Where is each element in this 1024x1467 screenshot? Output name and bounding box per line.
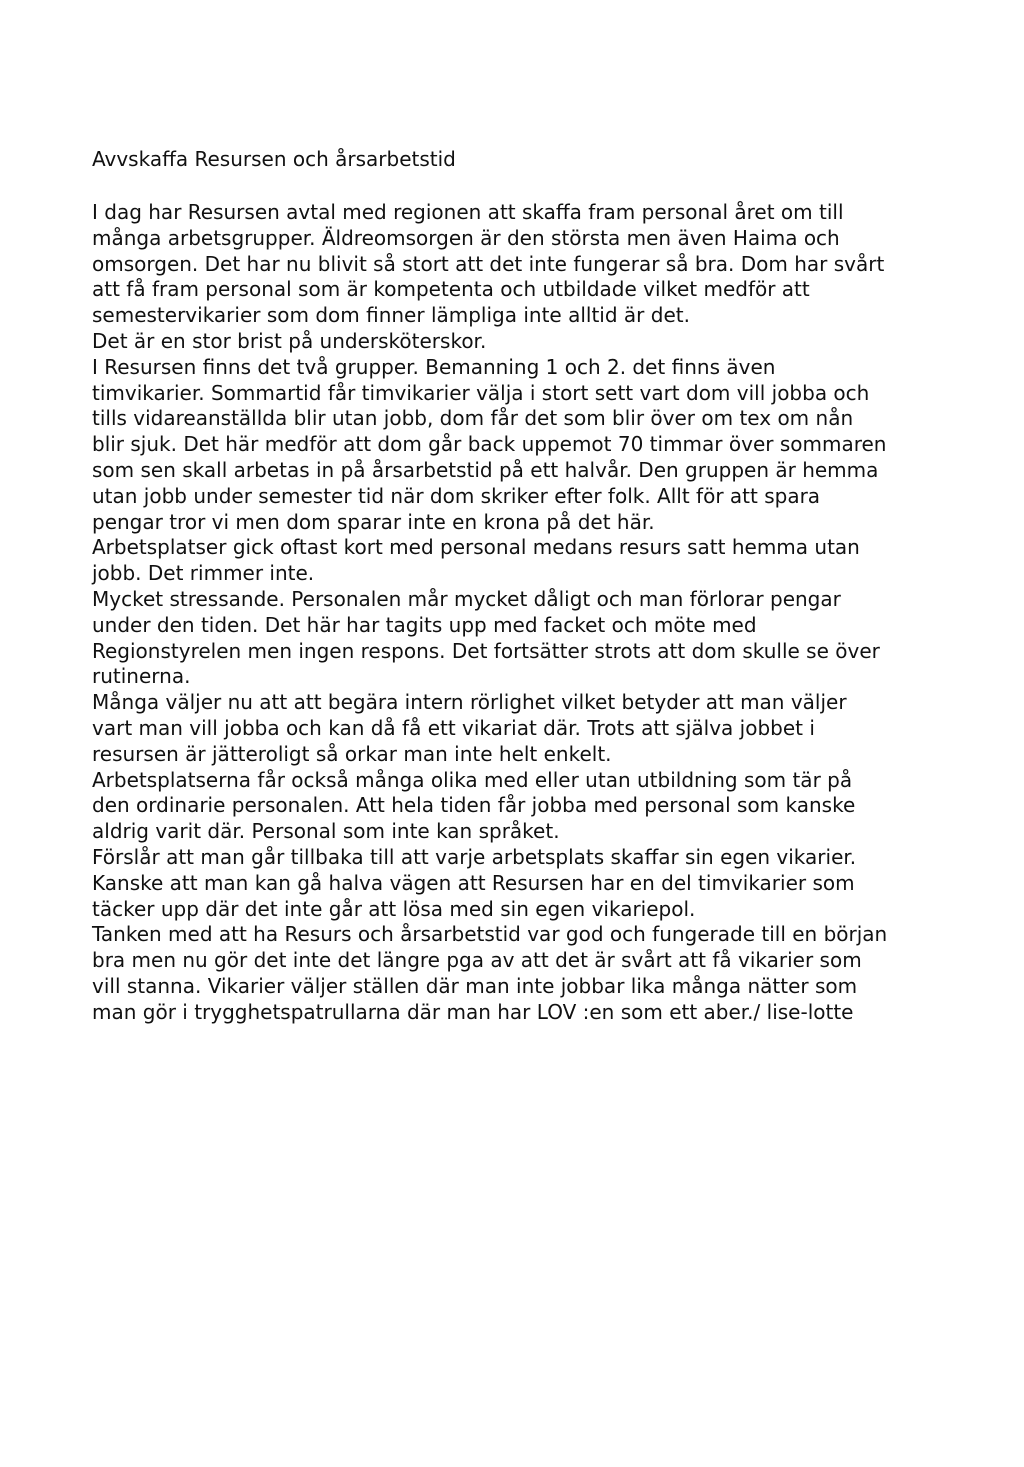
body-line: Förslår att man går tillbaka till att varje arbetsplats skaffar sin egen vikarier. — [92, 844, 857, 869]
body-line: I Resursen finns det två grupper. Bemanning 1 och 2. det finns även — [92, 354, 776, 379]
body-line: I dag har Resursen avtal med regionen att skaffa fram personal året om till — [92, 200, 844, 224]
body-line: aldrig varit där. Personal som inte kan språket. — [92, 819, 560, 844]
body-line: täcker upp där det inte går att lösa med sin egen vikariepol. — [92, 896, 696, 921]
document-body — [92, 200, 932, 1026]
body-line: Det är en stor brist på undersköterskor. — [92, 328, 487, 353]
body-line: under den tiden. Det här har tagits upp med facket och möte med — [92, 612, 757, 637]
body-line: vill stanna. Vikarier väljer ställen där man inte jobbar lika många nätter som — [92, 973, 858, 998]
body-line: Arbetsplatser gick oftast kort med personal medans resurs satt hemma utan — [92, 535, 860, 560]
body-line: Kanske att man kan gå halva vägen att Resursen har en del timvikarier som — [92, 870, 855, 895]
document-title: Avvskaffa Resursen och årsarbetstid — [92, 147, 456, 171]
body-line: jobb. Det rimmer inte. — [92, 561, 315, 586]
body-line: många arbetsgrupper. Äldreomsorgen är den största men även Haima och — [92, 225, 840, 250]
body-line: utan jobb under semester tid när dom skriker efter folk. Allt för att spara — [92, 483, 821, 508]
body-line: Arbetsplatserna får också många olika med eller utan utbildning som tär på — [92, 767, 853, 792]
body-line: Många väljer nu att att begära intern rörlighet vilket betyder att man väljer — [92, 690, 847, 715]
document-page — [92, 146, 932, 1026]
body-line: resursen är jätteroligt så orkar man inte helt enkelt. — [92, 741, 612, 766]
body-line: blir sjuk. Det här medför att dom går back uppemot 70 timmar över sommaren — [92, 432, 887, 457]
body-line: rutinerna. — [92, 664, 191, 689]
body-line: pengar tror vi men dom sparar inte en krona på det här. — [92, 509, 655, 534]
body-line: Mycket stressande. Personalen mår mycket dåligt och man förlorar pengar — [92, 586, 841, 611]
body-line: man gör i trygghetspatrullarna där man har LOV :en som ett aber./ lise-lotte — [92, 999, 854, 1024]
body-line: att få fram personal som är kompetenta och utbildade vilket medför att — [92, 277, 810, 302]
body-line: omsorgen. Det har nu blivit så stort att det inte fungerar så bra. Dom har svårt — [92, 251, 885, 276]
body-line: tills vidareanställda blir utan jobb, dom får det som blir över om tex om nån — [92, 406, 854, 431]
body-line: Tanken med att ha Resurs och årsarbetstid var god och fungerade till en början — [92, 922, 888, 947]
body-line: timvikarier. Sommartid får timvikarier välja i stort sett vart dom vill jobba och — [92, 380, 870, 405]
body-line: den ordinarie personalen. Att hela tiden får jobba med personal som kanske — [92, 793, 856, 818]
body-line: vart man vill jobba och kan då få ett vikariat där. Trots att själva jobbet i — [92, 715, 815, 740]
body-line: semestervikarier som dom finner lämpliga inte alltid är det. — [92, 303, 690, 328]
body-line: Regionstyrelen men ingen respons. Det fortsätter strots att dom skulle se över — [92, 638, 880, 663]
body-line: bra men nu gör det inte det längre pga av att det är svårt att få vikarier som — [92, 948, 862, 973]
body-line: som sen skall arbetas in på årsarbetstid på ett halvår. Den gruppen är hemma — [92, 457, 879, 482]
